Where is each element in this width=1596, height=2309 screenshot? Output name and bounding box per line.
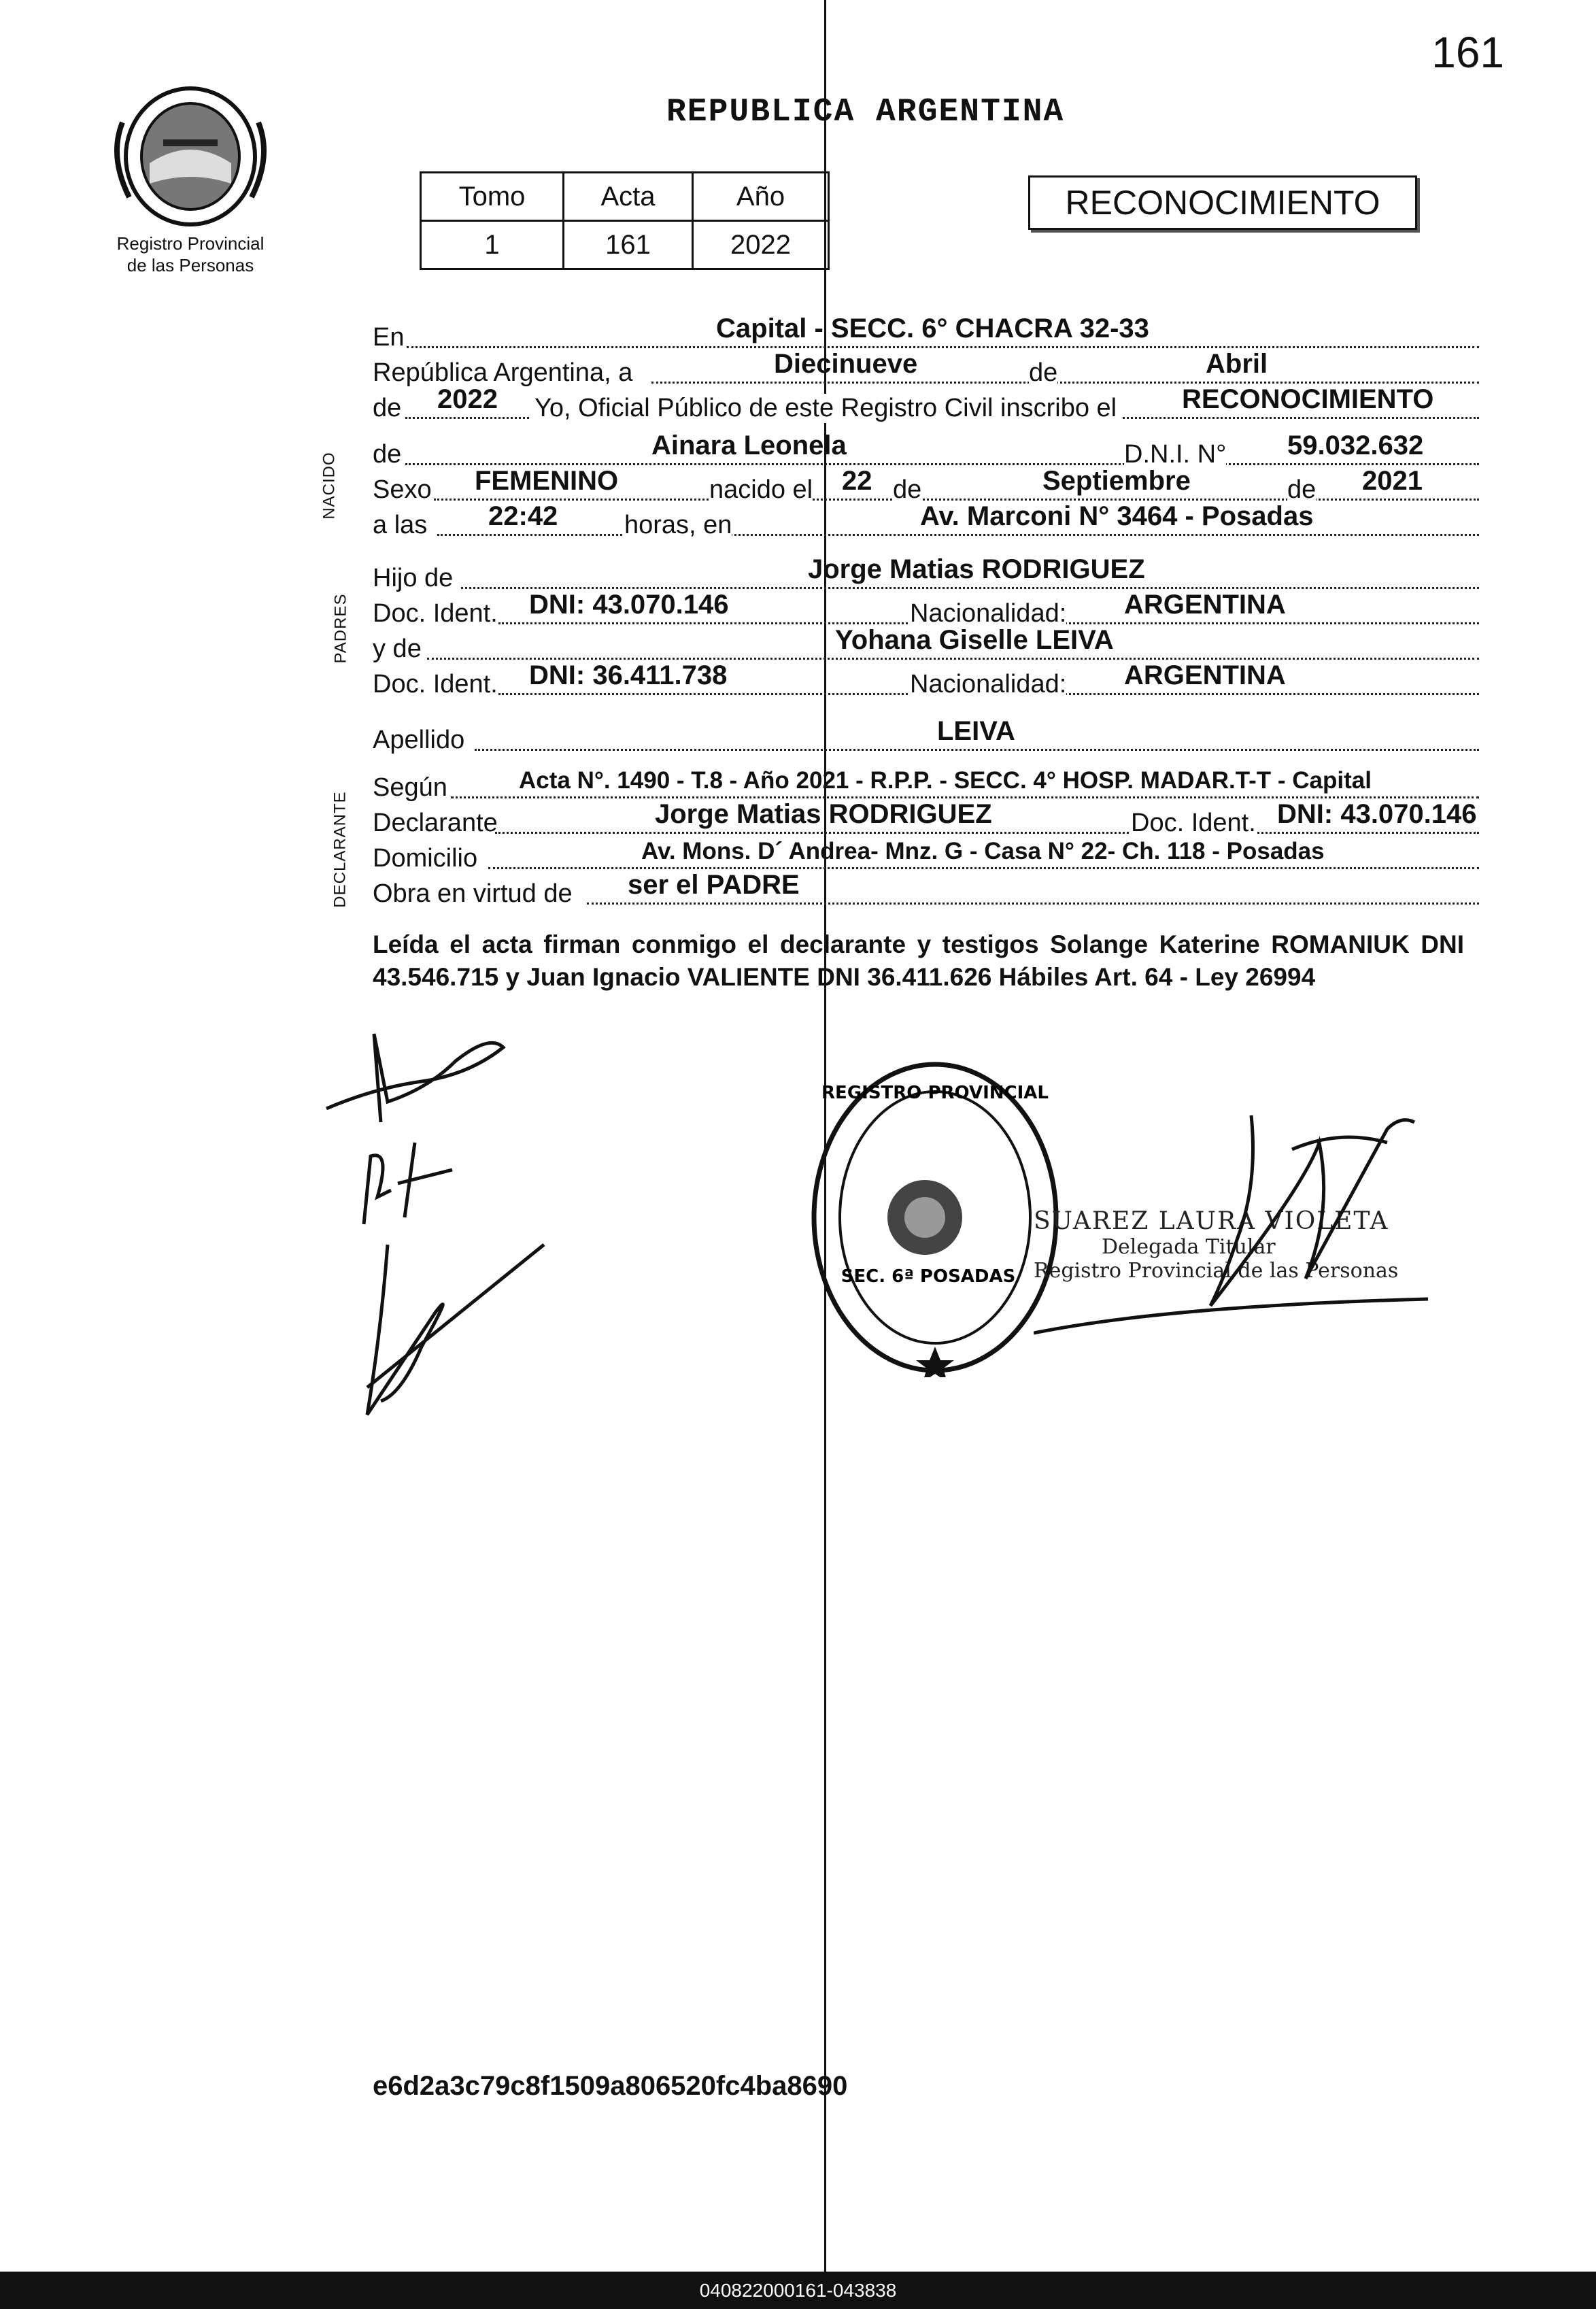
dia-value: Diecinueve — [774, 349, 918, 379]
declarante-doc-value: DNI: 43.070.146 — [1277, 799, 1477, 829]
tomo-acta-ano-table — [420, 171, 830, 270]
republica-label: República Argentina, a — [373, 358, 633, 387]
svg-text:REGISTRO PROVINCIAL: REGISTRO PROVINCIAL — [821, 1083, 1049, 1103]
signature-testigo-1 — [350, 1129, 466, 1231]
a-las-label: a las — [373, 511, 428, 539]
madre-value: Yohana Giselle LEIVA — [835, 625, 1114, 655]
declarante-section-label: DECLARANTE — [330, 791, 350, 908]
dotted-line — [427, 658, 1479, 660]
horas-en-label: horas, en — [624, 511, 732, 539]
nacido-el-label: nacido el — [709, 475, 813, 504]
nacido-section-label: NACIDO — [320, 452, 339, 520]
signature-testigo-2 — [326, 1231, 551, 1421]
tomo-header: Tomo — [421, 173, 564, 221]
dni-value: 59.032.632 — [1287, 431, 1424, 460]
madre-doc-value: DNI: 36.411.738 — [529, 660, 728, 690]
doc-ident-label: Doc. Ident. — [1131, 809, 1256, 837]
document-hash: e6d2a3c79c8f1509a806520fc4ba8690 — [373, 2071, 848, 2101]
de-label: de — [373, 440, 402, 469]
padre-value: Jorge Matias RODRIGUEZ — [808, 554, 1145, 584]
domicilio-label: Domicilio — [373, 844, 478, 873]
padre-doc-value: DNI: 43.070.146 — [529, 590, 729, 620]
segun-label: Según — [373, 773, 447, 802]
tipo-value: RECONOCIMIENTO — [1182, 384, 1434, 414]
row-domicilio — [373, 839, 1479, 873]
provincia-de-misiones-coat-of-arms-icon — [109, 82, 272, 231]
padre-nac-value: ARGENTINA — [1124, 590, 1286, 620]
hijo-de-label: Hijo de — [373, 564, 454, 592]
nacionalidad-label: Nacionalidad: — [910, 670, 1067, 698]
ano-header: Año — [693, 173, 829, 221]
hora-value: 22:42 — [488, 501, 558, 531]
nombre-value: Ainara Leonela — [651, 431, 847, 460]
dotted-line — [437, 534, 1479, 536]
footer-barcode-text: 040822000161-043838 — [0, 2272, 1596, 2309]
tomo-value: 1 — [421, 221, 564, 269]
en-value: Capital - SECC. 6° CHACRA 32-33 — [716, 314, 1149, 343]
dni-label: D.N.I. N° — [1124, 440, 1227, 469]
obra-label: Obra en virtud de — [373, 879, 573, 908]
lugar-value: Av. Marconi N° 3464 - Posadas — [920, 501, 1314, 531]
registry-label-line2: de las Personas — [126, 255, 254, 275]
row-inscripcion — [373, 384, 1479, 423]
segun-value: Acta N°. 1490 - T.8 - Año 2021 - R.P.P. - SECC. 4° HOSP. MADAR.T-T - Capital — [519, 767, 1372, 794]
de-label: de — [1029, 358, 1058, 387]
row-sexo — [373, 466, 1479, 505]
signatory-org: Registro Provincial de las Personas — [1034, 1259, 1399, 1283]
official-seal-stamp — [806, 1058, 1061, 1377]
act-type-box: RECONOCIMIENTO — [1028, 175, 1417, 230]
doc-ident-label: Doc. Ident. — [373, 670, 498, 698]
row-segun — [373, 769, 1479, 803]
obra-value: ser el PADRE — [628, 870, 800, 900]
row-declarante — [373, 799, 1479, 838]
registry-label — [102, 233, 279, 276]
mes-value: Abril — [1206, 349, 1268, 379]
sexo-value: FEMENINO — [475, 466, 619, 496]
row-hora — [373, 501, 1479, 540]
y-de-label: y de — [373, 635, 422, 663]
dotted-line — [461, 587, 1479, 589]
sexo-label: Sexo — [373, 475, 432, 504]
apellido-value: LEIVA — [937, 716, 1015, 746]
domicilio-value: Av. Mons. D´ Andrea- Mnz. G - Casa N° 22- Ch. 118 - Posadas — [641, 838, 1325, 864]
dotted-line — [434, 499, 1479, 501]
document-title: REPUBLICA ARGENTINA — [666, 94, 1065, 131]
anio-value: 2022 — [437, 384, 498, 414]
row-nombre — [373, 431, 1479, 469]
closing-statement: Leída el acta firman conmigo el declarante y testigos Solange Katerine ROMANIUK DNI 43.546.715 y Juan Ignacio VALIENTE DNI 36.411.626 Hábiles Art. 64 - Ley 26994 — [373, 930, 1464, 991]
signature-oficial — [1034, 1102, 1442, 1347]
dotted-line — [495, 832, 1479, 834]
dotted-line — [475, 749, 1479, 751]
table-row — [421, 221, 829, 269]
signatory-role: Delegada Titular — [1102, 1235, 1276, 1259]
inscribo-text: Yo, Oficial Público de este Registro Civil inscribo el — [530, 394, 1121, 423]
table-header-row — [421, 173, 829, 221]
dotted-line — [587, 903, 1479, 905]
row-apellido — [373, 716, 1479, 755]
apellido-label: Apellido — [373, 726, 465, 754]
doc-ident-label: Doc. Ident. — [373, 599, 498, 628]
registry-label-line1: Registro Provincial — [116, 233, 265, 254]
row-padre-doc — [373, 590, 1479, 628]
ano-value: 2022 — [693, 221, 829, 269]
mes-nac-value: Septiembre — [1042, 466, 1191, 496]
padres-section-label: PADRES — [331, 593, 350, 664]
acta-value: 161 — [564, 221, 693, 269]
de-label: de — [893, 475, 922, 504]
row-obra — [373, 870, 1479, 909]
anio-nac-value: 2021 — [1362, 466, 1423, 496]
acta-header: Acta — [564, 173, 693, 221]
dotted-line — [451, 796, 1479, 798]
signature-declarante — [320, 1020, 517, 1143]
madre-nac-value: ARGENTINA — [1124, 660, 1286, 690]
row-padre — [373, 554, 1479, 593]
dotted-line — [405, 463, 1479, 465]
dotted-line — [488, 867, 1479, 869]
page-number: 161 — [1431, 28, 1504, 77]
row-en — [373, 314, 1479, 352]
declarante-label: Declarante — [373, 809, 498, 837]
signatory-name: SUAREZ LAURA VIOLETA — [1034, 1207, 1389, 1235]
row-madre — [373, 625, 1479, 664]
dia-nac-value: 22 — [842, 466, 872, 496]
nacionalidad-label: Nacionalidad: — [910, 599, 1067, 628]
de-label: de — [373, 394, 402, 422]
declarante-value: Jorge Matias RODRIGUEZ — [655, 799, 992, 829]
row-madre-doc — [373, 660, 1479, 699]
dotted-line — [651, 382, 1479, 384]
dotted-line — [407, 346, 1479, 348]
en-label: En — [373, 323, 405, 352]
svg-text:SEC. 6ª POSADAS: SEC. 6ª POSADAS — [841, 1266, 1016, 1287]
de-label: de — [1287, 475, 1317, 504]
row-fecha — [373, 349, 1479, 388]
